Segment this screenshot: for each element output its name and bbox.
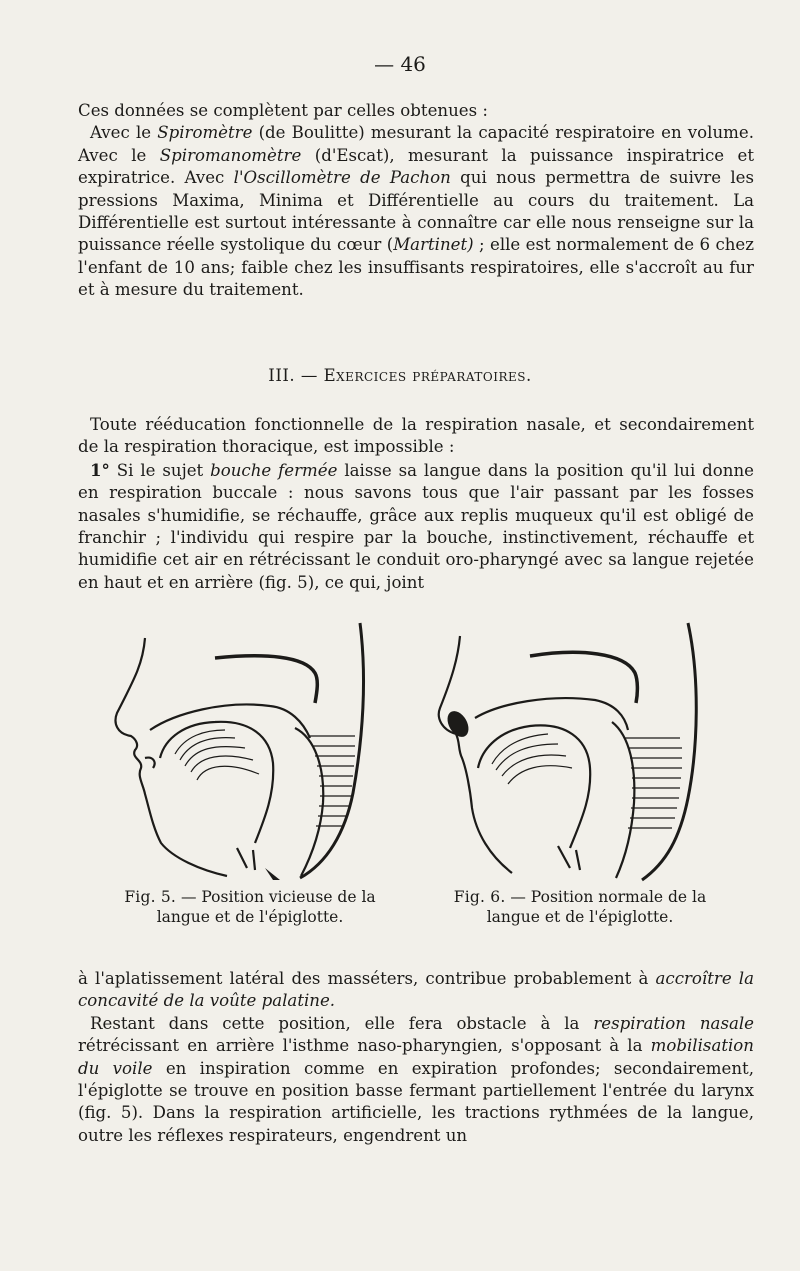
text-run: (de Boulitte) mesurant la capacité respiratoire en volume. Avec le [78, 123, 754, 165]
intro-block [78, 100, 754, 302]
figure-6-caption [430, 887, 730, 927]
section-number: III. — [268, 366, 324, 385]
figure-6-label: Fig. 6. [453, 888, 506, 906]
term-respiration-nasale: respiration nasale [593, 1013, 754, 1033]
page-number: — 46 [374, 52, 426, 76]
body-paragraph-1 [78, 414, 754, 459]
term-concavite: accroître la concavité de la voûte palatine. [78, 969, 754, 1011]
intro-paragraph-2 [78, 122, 754, 301]
continuation-paragraph-2 [78, 1013, 754, 1147]
term-mobilisation-voile: mobilisation du voile [78, 1036, 754, 1078]
figure-6 [430, 618, 730, 927]
section-title: Exercices préparatoires. [323, 366, 532, 385]
text-run: ; elle est normalement de 6 chez l'enfant de 10 ans; faible chez les insuffisants respiratoires, elle s'accroît au fur et à mesure du traitement. [78, 235, 754, 300]
intro-text-1: Ces données se complètent par celles obtenues : [78, 101, 488, 120]
body-block [78, 414, 754, 594]
figure-6-caption-text: — Position normale de la langue et de l'épiglotte. [486, 888, 707, 926]
text-run: laisse sa langue dans la position qu'il lui donne en respiration buccale : nous savons tous que l'air passant par les fosses nasales s'humidifie, se réchauffe, grâce aux replis muqueux qu'il est obligé de franchir ; l'individu qui respire par la bouche, instinctivement, réchauffe et humidifie cet air en rétrécissant le conduit oro-pharyngé avec sa langue rejetée en haut et en arrière (fig. 5), ce qui, joint [78, 460, 754, 592]
text-run: Avec le [90, 123, 158, 143]
text-run: à l'aplatissement latéral des masséters, contribue probablement à [78, 969, 656, 988]
text-run: (d'Escat), mesurant la puissance inspiratrice et expiratrice. Avec [78, 145, 754, 188]
text-run: rétrécissant en arrière l'isthme naso-pharyngien, s'opposant à la [78, 1036, 651, 1056]
figure-5 [105, 618, 395, 927]
text-run: Toute rééducation fonctionnelle de la respiration nasale, et secondairement de la respiration thoracique, est impossible : [78, 415, 754, 457]
text-run: Si le sujet [109, 460, 211, 480]
figure-5-caption-text: — Position vicieuse de la langue et de l'épiglotte. [156, 888, 376, 926]
continuation-block [78, 968, 754, 1147]
term-martinet: Martinet) [393, 235, 474, 255]
continuation-paragraph-1 [78, 968, 754, 1013]
text-run: en inspiration comme en expiration profondes; secondairement, l'épiglotte se trouve en position basse fermant partiellement l'entrée du larynx (fig. 5). Dans la respiration artificielle, les tractions rythmées de la langue, outre les réflexes respirateurs, engendrent un [78, 1058, 754, 1145]
body-paragraph-2 [78, 459, 754, 594]
figure-5-caption [105, 887, 395, 927]
text-run: qui nous permettra de suivre les pressions Maxima, Minima et Différentielle au cours du traitement. La Différentielle est surtout intéressante à connaître car elle nous renseigne sur la puissance réelle systolique du cœur ( [78, 168, 754, 255]
section-heading [0, 366, 800, 385]
intro-paragraph-1 [78, 100, 754, 122]
term-spiromanometre: Spiromanomètre [159, 145, 302, 165]
text-run: Restant dans cette position, elle fera obstacle à la [90, 1013, 594, 1033]
list-number: 1° [90, 459, 110, 480]
figure-5-label: Fig. 5. [124, 888, 177, 906]
figure-5-drawing [105, 618, 395, 883]
term-spirometre: Spiromètre [157, 123, 253, 143]
figure-6-drawing [430, 618, 730, 883]
term-oscillometre: l'Oscillomètre de Pachon [233, 168, 451, 188]
term-bouche-fermee: bouche fermée [210, 460, 338, 480]
